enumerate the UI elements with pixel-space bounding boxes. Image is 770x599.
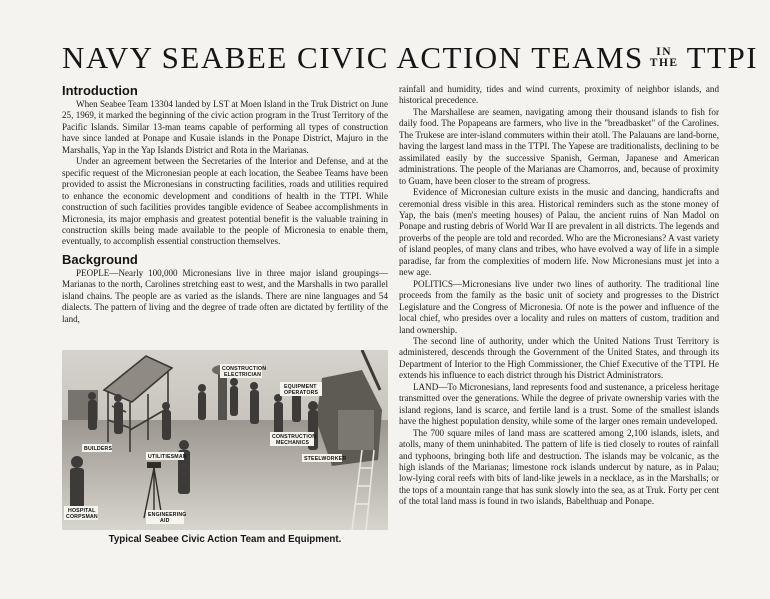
body-paragraph: LAND—To Micronesians, land represents food and sustenance, a priceless heritage transmitted over the generations. While the degree of private ownership varies with the island regions, land is scarce, and fertile land is a trust. Some of the smallest islands have the highest population density, while some of the larger ones remain undeveloped. — [399, 381, 719, 427]
team-photo-illustration — [62, 350, 388, 530]
title-main: NAVY SEABEE CIVIC ACTION TEAMS — [62, 40, 644, 75]
introduction-paragraph: Under an agreement between the Secretaries of the Interior and Defense, and at the specific request of the Micronesian people at each location, the Seabee Teams have been provided to assist the Micronesians in constructing facilities, roads and utilities required to enhance the economic development and conditions of health in the TTPI. While construction of such facilities provides tangible evidence of Seabee accomplishments in Micronesia, its major emphasis and greatest potential benefit is the valuable training in construction skills being made available to the people of Micronesia to enable them, eventually, to accomplish essential construction themselves. — [62, 156, 388, 247]
background-paragraph: PEOPLE—Nearly 100,000 Micronesians live in three major island groupings—Marianas to the north, Carolines stretching east to west, and the Marshalls in two parallel island chains. The people are as varied as the islands. There are nine languages and 54 dialects. The pattern of living and the degree of trade often are dictated by fertility of the land, — [62, 267, 388, 324]
photo-label-construction: CONSTRUCTION — [272, 434, 317, 440]
title-in-the — [650, 47, 679, 69]
photo-label-operators: OPERATORS — [284, 390, 319, 396]
photo-label-steelworker: STEELWORKER — [304, 456, 347, 462]
body-paragraph: POLITICS—Micronesians live under two lines of authority. The traditional line proceeds from the family as the basic unit of society and progresses to the District Legislature and the Congress of Micronesia. Of note is the power and influence of the local chief, who presides over a locality and rules on matters of custom, tradition and land ownership. — [399, 278, 719, 335]
title-in: IN — [656, 46, 673, 58]
photo-label-equipment: EQUIPMENT — [284, 384, 317, 390]
photo-label-engineering: ENGINEERING — [148, 512, 187, 518]
team-photo — [62, 350, 388, 530]
photo-label-aid: AID — [160, 518, 170, 524]
title-end: TTPI — [686, 40, 759, 75]
photo-label-electrician: CONSTRUCTION — [222, 366, 267, 372]
background-heading: Background — [62, 251, 138, 267]
page-title — [62, 40, 759, 76]
photo-label-electrician-2: ELECTRICIAN — [224, 372, 262, 378]
left-column — [62, 82, 388, 325]
body-paragraph: rainfall and humidity, tides and wind currents, proximity of neighbor islands, and historical precedence. — [399, 84, 719, 106]
right-column — [399, 84, 719, 508]
photo-label-mechanics: MECHANICS — [276, 440, 310, 446]
photo-label-utilitiesman: UTILITIESMAN — [148, 454, 187, 460]
body-paragraph: The 700 square miles of land mass are scattered among 2,100 islands, islets, and atolls, many of them uninhabited. The pattern of life is tied closely to routes of rainfall and typhoons, bringing both life and destruction. The islands may be volcanic, as the high islands of the Marianas; limestone rock islands undercut by nature, as in Palau; low-lying coral reefs with bits of land-like jewels in a necklace, as in the Marshalls; or the tops of a mountain range that has sunk slowly into the sea, as at Truk. Forty per cent of the total land mass is found in two islands, Babelthuap and Ponape. — [399, 427, 719, 507]
photo-label-hospital: HOSPITAL — [68, 508, 96, 514]
body-paragraph: The second line of authority, under which the United Nations Trust Territory is administered, descends through the Government of the United States, and through its Department of Interior to the High Commissioner, the Chief Executive of the TTPI. He extends his influence to each district through his District Administrators. — [399, 335, 719, 381]
title-the: THE — [649, 57, 679, 69]
photo-caption: Typical Seabee Civic Action Team and Equipment. — [108, 534, 342, 545]
introduction-paragraph: When Seabee Team 13304 landed by LST at Moen Island in the Truk District on June 25, 1969, it marked the beginning of the civic action program in the Trust Territory of the Pacific Islands. Similar 13-man teams capable of performing all types of construction have since landed at Ponape and Kusaie islands in the Ponape District, Majuro in the Marshalls, Yap in the Yap Islands District and Rota in the Marianas. — [62, 99, 388, 155]
body-paragraph: The Marshallese are seamen, navigating among their thousand islands to fish for daily food. The Popapeans are farmers, who live in the "breadbasket" of the Carolines. The Trukese are inter-island commuters within their atoll. The Palauans are land-borne, having the largest land mass in the TTPI. The Yapese are traditionalists, declining to be assimilated easily by the successive Spanish, German, Japanese and American administrations. The people of the Marianas are Chamorros, and, because of proximity to Guam, have been closer to the stream of progress. — [399, 106, 719, 186]
body-paragraph: Evidence of Micronesian culture exists in the music and dancing, handicrafts and ceremonial dress visible in this area. Historical reminders such as the stone money of Yap, the bais (men's meeting houses) of Palau, the ancient ruins of Nan Madol on Ponape and rusting debris of World War II are prevalent in all districts. The legends and proverbs of the people are told and recorded. Who are the Micronesians? A vast variety of island peoples, of many clans and tribes, who have evolved a way of life in a simple paradise, far from the complexities of modern life. Now Micronesians must jet into a new age. — [399, 187, 719, 278]
photo-label-builders: BUILDERS — [84, 446, 113, 452]
photo-label-corpsman: CORPSMAN — [66, 514, 98, 520]
introduction-heading: Introduction — [62, 83, 138, 98]
